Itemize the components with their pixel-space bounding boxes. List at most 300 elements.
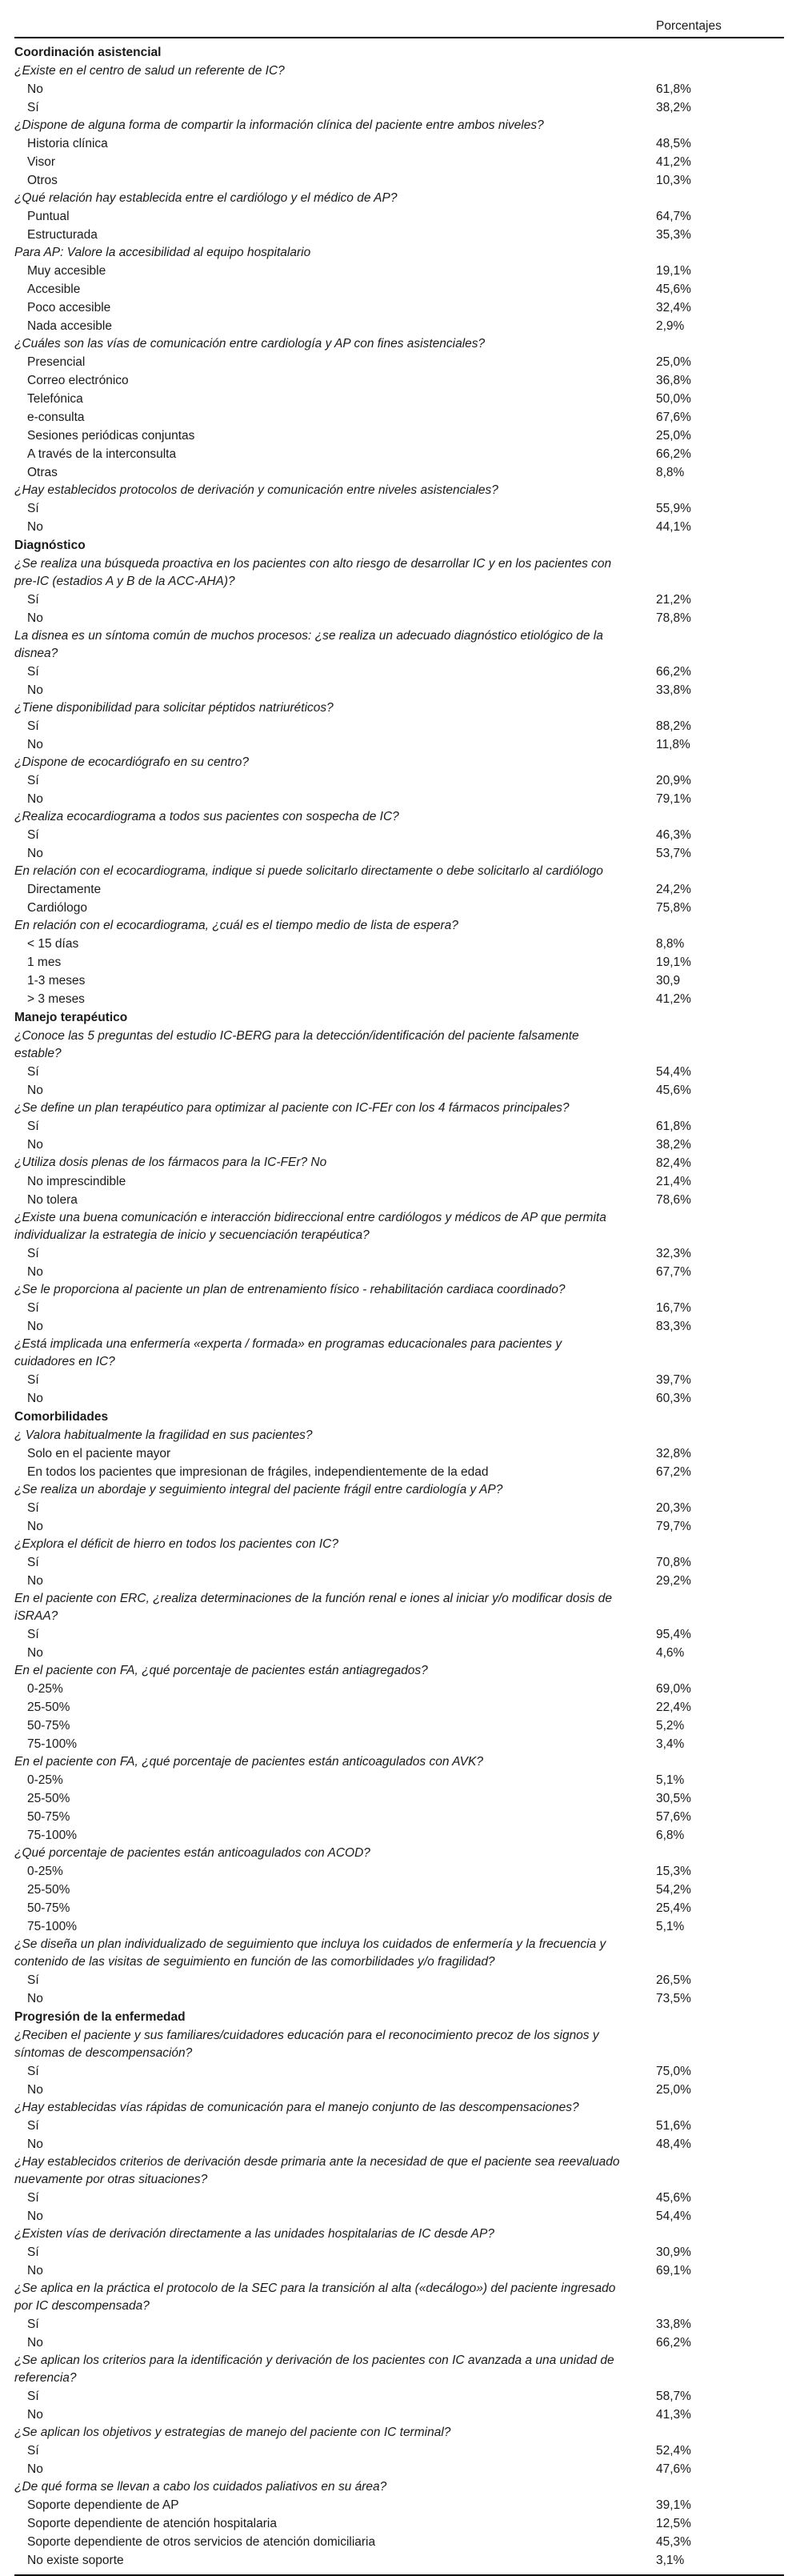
question-text: ¿Utiliza dosis plenas de los fármacos para la IC-FEr? No — [14, 1156, 327, 1169]
question-row — [14, 627, 784, 663]
option-row — [14, 518, 784, 536]
option-row — [14, 771, 784, 790]
question-text: ¿Hay establecidos protocolos de derivación y comunicación entre niveles asistenciales? — [14, 483, 498, 497]
option-row — [14, 2117, 784, 2135]
option-label: No — [27, 1574, 43, 1588]
percentage-value: 32,4% — [656, 301, 691, 314]
percentage-value: 60,3% — [656, 1392, 691, 1405]
option-row — [14, 1444, 784, 1463]
percentage-value: 35,3% — [656, 228, 691, 242]
percentage-value: 67,6% — [656, 411, 691, 424]
option-label: Sí — [27, 2390, 39, 2403]
option-label: No — [27, 2408, 43, 2422]
question-row — [14, 2478, 784, 2496]
option-row — [14, 1625, 784, 1644]
percentage-value: 54,4% — [656, 1065, 691, 1079]
question-row — [14, 555, 784, 591]
percentage-value: 51,6% — [656, 2119, 691, 2133]
option-row — [14, 790, 784, 808]
option-label: No — [27, 82, 43, 96]
question-text: ¿Se realiza una búsqueda proactiva en los pacientes con alto riesgo de desarrollar IC y en los pacientes con pre-IC (estadios A y B de la ACC-AHA)? — [14, 557, 612, 588]
option-row — [14, 2243, 784, 2262]
option-label: Solo en el paciente mayor — [27, 1447, 171, 1460]
percentage-value: 41,2% — [656, 155, 691, 169]
option-row — [14, 371, 784, 390]
option-label: No existe soporte — [27, 2554, 124, 2567]
section-title: Diagnóstico — [14, 539, 86, 552]
question-row — [14, 190, 784, 207]
option-label: Sí — [27, 593, 39, 607]
percentage-value: 2,9% — [656, 319, 685, 333]
question-row — [14, 1536, 784, 1553]
option-row — [14, 2189, 784, 2207]
question-row — [14, 1481, 784, 1499]
question-row — [14, 1590, 784, 1625]
section-heading — [14, 2008, 784, 2027]
option-row — [14, 262, 784, 280]
section-title: Progresión de la enfermedad — [14, 2010, 186, 2024]
option-label: Sí — [27, 2318, 39, 2331]
option-label: Nada accesible — [27, 319, 112, 333]
question-row — [14, 2027, 784, 2062]
percentage-value: 66,2% — [656, 2336, 691, 2350]
question-row — [14, 1662, 784, 1680]
option-label: Presencial — [27, 355, 86, 369]
percentage-value: 78,8% — [656, 611, 691, 625]
option-row — [14, 2460, 784, 2478]
option-row — [14, 880, 784, 899]
section-heading — [14, 1408, 784, 1427]
percentage-value: 54,2% — [656, 1883, 691, 1897]
question-text: ¿Hay establecidas vías rápidas de comunicación para el manejo conjunto de las descompensaciones? — [14, 2101, 579, 2114]
option-row — [14, 1771, 784, 1789]
percentage-value: 21,4% — [656, 1175, 691, 1188]
question-row — [14, 2099, 784, 2117]
percentage-value: 69,0% — [656, 1682, 691, 1696]
question-row — [14, 1281, 784, 1299]
option-row — [14, 681, 784, 699]
option-label: No — [27, 1084, 43, 1097]
percentage-value: 79,7% — [656, 1520, 691, 1533]
table-body — [14, 43, 784, 2570]
option-row — [14, 390, 784, 408]
question-text: ¿Qué porcentaje de pacientes están anticoagulados con ACOD? — [14, 1846, 370, 1860]
percentage-value: 53,7% — [656, 847, 691, 860]
percentage-value: 70,8% — [656, 1556, 691, 1569]
option-row — [14, 935, 784, 953]
question-text: ¿Realiza ecocardiograma a todos sus pacientes con sospecha de IC? — [14, 810, 399, 823]
option-label: No — [27, 1320, 43, 1333]
percentage-value: 95,4% — [656, 1628, 691, 1641]
option-row — [14, 591, 784, 609]
percentage-value: 32,3% — [656, 1247, 691, 1260]
option-row — [14, 1644, 784, 1662]
option-row — [14, 153, 784, 171]
percentage-value: 3,4% — [656, 1737, 685, 1751]
question-text: ¿Se define un plan terapéutico para optimizar al paciente con IC-FEr con los 4 fármacos principales? — [14, 1101, 570, 1115]
option-row — [14, 1136, 784, 1154]
option-label: A través de la interconsulta — [27, 447, 177, 461]
percentage-value: 5,1% — [656, 1773, 685, 1787]
option-row — [14, 98, 784, 117]
question-row — [14, 1336, 784, 1371]
option-row — [14, 1463, 784, 1481]
option-row — [14, 2262, 784, 2280]
header-porcentajes: Porcentajes — [656, 19, 722, 33]
percentage-value: 75,0% — [656, 2065, 691, 2078]
question-row — [14, 1100, 784, 1117]
percentage-value: 46,3% — [656, 828, 691, 842]
question-row — [14, 863, 784, 880]
question-text: ¿Se aplican los criterios para la identificación y derivación de los pacientes con IC avanzada a una unidad de referencia? — [14, 2354, 614, 2385]
question-text: ¿Dispone de ecocardiógrafo en su centro? — [14, 755, 249, 769]
percentage-value: 12,5% — [656, 2517, 691, 2530]
option-row — [14, 2406, 784, 2424]
option-label: Cardiólogo — [27, 901, 87, 915]
percentage-value: 52,4% — [656, 2444, 691, 2458]
option-row — [14, 2135, 784, 2153]
percentage-value: 38,2% — [656, 101, 691, 114]
percentage-value: 61,8% — [656, 82, 691, 96]
option-label: Sí — [27, 665, 39, 679]
question-row — [14, 1154, 784, 1172]
question-text: ¿Explora el déficit de hierro en todos los pacientes con IC? — [14, 1537, 338, 1551]
option-label: 0-25% — [27, 1773, 63, 1787]
question-text: ¿Existe en el centro de salud un referente de IC? — [14, 64, 285, 78]
option-row — [14, 80, 784, 98]
option-row — [14, 317, 784, 335]
percentage-value: 36,8% — [656, 374, 691, 387]
percentage-value: 20,3% — [656, 1501, 691, 1515]
percentage-value: 48,5% — [656, 137, 691, 150]
question-text: ¿Conoce las 5 preguntas del estudio IC-BERG para la detección/identificación del paciente falsamente estable? — [14, 1029, 579, 1060]
option-row — [14, 1989, 784, 2008]
option-label: Sí — [27, 1065, 39, 1079]
option-row — [14, 171, 784, 190]
option-row — [14, 1191, 784, 1209]
option-row — [14, 226, 784, 244]
percentage-value: 10,3% — [656, 174, 691, 187]
option-label: No — [27, 611, 43, 625]
option-row — [14, 1063, 784, 1081]
percentage-value: 45,3% — [656, 2535, 691, 2549]
percentage-value: 73,5% — [656, 1992, 691, 2005]
option-label: No — [27, 2462, 43, 2476]
percentage-value: 30,9 — [656, 974, 681, 988]
question-row — [14, 2352, 784, 2387]
percentage-value: 25,4% — [656, 1901, 691, 1915]
percentage-value: 15,3% — [656, 1865, 691, 1878]
option-label: 0-25% — [27, 1682, 63, 1696]
question-row — [14, 808, 784, 826]
percentage-value: 67,2% — [656, 1465, 691, 1479]
option-row — [14, 1172, 784, 1191]
percentage-value: 54,4% — [656, 2209, 691, 2223]
option-label: No — [27, 1646, 43, 1660]
percentage-value: 41,3% — [656, 2408, 691, 2422]
percentage-value: 30,5% — [656, 1792, 691, 1805]
option-label: Sí — [27, 2191, 39, 2205]
option-row — [14, 717, 784, 735]
option-label: No — [27, 1992, 43, 2005]
option-row — [14, 663, 784, 681]
option-label: 1 mes — [27, 955, 62, 969]
option-label: Estructurada — [27, 228, 98, 242]
option-label: Directamente — [27, 883, 102, 896]
option-label: 25-50% — [27, 1792, 70, 1805]
option-row — [14, 1717, 784, 1735]
percentage-value: 82,4% — [656, 1156, 691, 1170]
option-row — [14, 1371, 784, 1389]
option-row — [14, 735, 784, 754]
percentage-value: 24,2% — [656, 883, 691, 896]
option-row — [14, 972, 784, 990]
option-label: e-consulta — [27, 411, 85, 424]
question-row — [14, 2153, 784, 2189]
option-row — [14, 2514, 784, 2533]
percentage-value: 5,2% — [656, 1719, 685, 1733]
question-row — [14, 244, 784, 262]
percentage-value: 55,9% — [656, 502, 691, 515]
percentage-value: 3,1% — [656, 2554, 685, 2567]
table-header — [14, 13, 784, 38]
section-title: Manejo terapéutico — [14, 1011, 128, 1024]
percentage-value: 30,9% — [656, 2245, 691, 2259]
option-row — [14, 499, 784, 518]
option-row — [14, 2062, 784, 2081]
percentage-value: 8,8% — [656, 466, 685, 479]
option-row — [14, 134, 784, 153]
percentage-value: 45,6% — [656, 282, 691, 296]
percentage-value: 75,8% — [656, 901, 691, 915]
question-text: Para AP: Valore la accesibilidad al equipo hospitalario — [14, 246, 311, 259]
question-row — [14, 1936, 784, 1971]
option-label: Sí — [27, 1120, 39, 1133]
percentage-value: 45,6% — [656, 1084, 691, 1097]
option-label: Otras — [27, 466, 58, 479]
question-text: ¿Se le proporciona al paciente un plan de entrenamiento físico - rehabilitación cardiaca coordinado? — [14, 1283, 566, 1296]
option-label: No — [27, 2336, 43, 2350]
option-label: No — [27, 1138, 43, 1152]
question-text: En el paciente con FA, ¿qué porcentaje de pacientes están anticoagulados con AVK? — [14, 1755, 483, 1769]
option-row — [14, 2387, 784, 2406]
option-label: 25-50% — [27, 1883, 70, 1897]
option-row — [14, 408, 784, 427]
option-row — [14, 1572, 784, 1590]
percentage-value: 25,0% — [656, 2083, 691, 2097]
percentage-value: 16,7% — [656, 1301, 691, 1315]
option-row — [14, 2533, 784, 2551]
option-label: No — [27, 2264, 43, 2278]
option-label: No — [27, 738, 43, 751]
percentage-value: 67,7% — [656, 1265, 691, 1279]
option-row — [14, 2496, 784, 2514]
question-row — [14, 482, 784, 499]
option-label: No — [27, 1392, 43, 1405]
question-row — [14, 1753, 784, 1771]
option-label: 75-100% — [27, 1737, 78, 1751]
option-label: Sesiones periódicas conjuntas — [27, 429, 195, 443]
option-row — [14, 2207, 784, 2225]
option-label: Sí — [27, 1628, 39, 1641]
percentage-value: 22,4% — [656, 1701, 691, 1714]
option-row — [14, 899, 784, 917]
option-row — [14, 353, 784, 371]
percentage-value: 4,6% — [656, 1646, 685, 1660]
option-row — [14, 1862, 784, 1881]
question-text: ¿Se aplican los objetivos y estrategias de manejo del paciente con IC terminal? — [14, 2426, 451, 2439]
option-row — [14, 1971, 784, 1989]
percentage-value: 64,7% — [656, 210, 691, 223]
option-label: 0-25% — [27, 1865, 63, 1878]
survey-table — [14, 13, 784, 2576]
question-text: ¿Qué relación hay establecida entre el cardiólogo y el médico de AP? — [14, 191, 398, 205]
option-label: No — [27, 1520, 43, 1533]
percentage-value: 69,1% — [656, 2264, 691, 2278]
option-label: No imprescindible — [27, 1175, 126, 1188]
percentage-value: 33,8% — [656, 2318, 691, 2331]
option-label: Soporte dependiente de otros servicios de atención domiciliaria — [27, 2535, 376, 2549]
question-row — [14, 117, 784, 134]
question-text: En relación con el ecocardiograma, ¿cuál es el tiempo medio de lista de espera? — [14, 919, 458, 932]
option-label: Sí — [27, 828, 39, 842]
percentage-value: 39,7% — [656, 1373, 691, 1387]
option-row — [14, 1698, 784, 1717]
percentage-value: 44,1% — [656, 520, 691, 534]
section-title: Comorbilidades — [14, 1410, 109, 1424]
option-label: No — [27, 792, 43, 806]
option-label: 75-100% — [27, 1920, 78, 1933]
question-text: La disnea es un síntoma común de muchos procesos: ¿se realiza un adecuado diagnóstico etiológico de la disnea? — [14, 629, 603, 660]
option-label: > 3 meses — [27, 992, 85, 1006]
option-label: 75-100% — [27, 1829, 78, 1842]
question-text: ¿Existen vías de derivación directamente a las unidades hospitalarias de IC desde AP? — [14, 2227, 494, 2241]
question-row — [14, 699, 784, 717]
percentage-value: 83,3% — [656, 1320, 691, 1333]
section-heading — [14, 43, 784, 62]
percentage-value: 61,8% — [656, 1120, 691, 1133]
option-row — [14, 463, 784, 482]
question-text: ¿Cuáles son las vías de comunicación entre cardiología y AP con fines asistenciales? — [14, 337, 486, 351]
option-label: Sí — [27, 1247, 39, 1260]
percentage-value: 79,1% — [656, 792, 691, 806]
option-label: Visor — [27, 155, 56, 169]
question-row — [14, 917, 784, 935]
percentage-value: 21,2% — [656, 593, 691, 607]
percentage-value: 33,8% — [656, 683, 691, 697]
question-row — [14, 1209, 784, 1244]
question-text: ¿Tiene disponibilidad para solicitar péptidos natriuréticos? — [14, 701, 334, 715]
option-label: Accesible — [27, 282, 81, 296]
question-row — [14, 335, 784, 353]
percentage-value: 38,2% — [656, 1138, 691, 1152]
percentage-value: 66,2% — [656, 447, 691, 461]
question-text: ¿Se realiza un abordaje y seguimiento integral del paciente frágil entre cardiología y AP? — [14, 1483, 503, 1496]
percentage-value: 29,2% — [656, 1574, 691, 1588]
option-row — [14, 953, 784, 972]
option-label: Sí — [27, 2119, 39, 2133]
option-label: Sí — [27, 1301, 39, 1315]
question-text: En el paciente con FA, ¿qué porcentaje de pacientes están antiagregados? — [14, 1664, 428, 1677]
option-row — [14, 1899, 784, 1917]
option-row — [14, 990, 784, 1008]
question-row — [14, 2280, 784, 2315]
option-row — [14, 1808, 784, 1826]
option-label: No — [27, 847, 43, 860]
question-text: En relación con el ecocardiograma, indique si puede solicitarlo directamente o debe solicitarlo al cardiólogo — [14, 864, 603, 878]
option-label: Sí — [27, 719, 39, 733]
percentage-value: 19,1% — [656, 264, 691, 278]
option-label: Puntual — [27, 210, 70, 223]
option-row — [14, 1881, 784, 1899]
option-label: No — [27, 2137, 43, 2151]
percentage-value: 6,8% — [656, 1829, 685, 1842]
option-row — [14, 298, 784, 317]
option-row — [14, 1553, 784, 1572]
percentage-value: 57,6% — [656, 1810, 691, 1824]
percentage-value: 78,6% — [656, 1193, 691, 1207]
option-row — [14, 1735, 784, 1753]
percentage-value: 20,9% — [656, 774, 691, 787]
option-row — [14, 1299, 784, 1317]
option-label: 50-75% — [27, 1719, 70, 1733]
option-label: 25-50% — [27, 1701, 70, 1714]
percentage-value: 19,1% — [656, 955, 691, 969]
question-text: ¿Existe una buena comunicación e interacción bidireccional entre cardiólogos y médicos de AP que permita individualizar la estrategia de inicio y secuenciación terapéutica? — [14, 1211, 606, 1242]
option-label: Sí — [27, 2065, 39, 2078]
question-row — [14, 1028, 784, 1063]
option-row — [14, 280, 784, 298]
question-row — [14, 62, 784, 80]
option-label: 50-75% — [27, 1901, 70, 1915]
option-row — [14, 1117, 784, 1136]
option-label: Sí — [27, 2245, 39, 2259]
question-row — [14, 2225, 784, 2243]
option-row — [14, 609, 784, 627]
percentage-value: 48,4% — [656, 2137, 691, 2151]
option-label: Sí — [27, 2444, 39, 2458]
section-heading — [14, 1008, 784, 1028]
option-label: No — [27, 683, 43, 697]
option-row — [14, 445, 784, 463]
option-label: Sí — [27, 1556, 39, 1569]
option-row — [14, 844, 784, 863]
question-text: ¿Reciben el paciente y sus familiares/cuidadores educación para el reconocimiento precoz de los signos y síntomas de descompensación? — [14, 2029, 599, 2060]
option-label: 50-75% — [27, 1810, 70, 1824]
option-label: No tolera — [27, 1193, 78, 1207]
option-row — [14, 826, 784, 844]
option-label: Correo electrónico — [27, 374, 129, 387]
option-label: Historia clínica — [27, 137, 108, 150]
option-row — [14, 1517, 784, 1536]
option-label: Poco accesible — [27, 301, 111, 314]
option-label: No — [27, 2083, 43, 2097]
option-row — [14, 1081, 784, 1100]
percentage-value: 66,2% — [656, 665, 691, 679]
option-label: < 15 días — [27, 937, 79, 951]
percentage-value: 39,1% — [656, 2498, 691, 2512]
option-label: Sí — [27, 1373, 39, 1387]
option-label: 1-3 meses — [27, 974, 86, 988]
percentage-value: 11,8% — [656, 738, 690, 751]
option-row — [14, 1917, 784, 1936]
option-row — [14, 1789, 784, 1808]
section-title: Coordinación asistencial — [14, 46, 162, 59]
option-label: En todos los pacientes que impresionan de frágiles, independientemente de la edad — [27, 1465, 489, 1479]
option-row — [14, 1389, 784, 1408]
percentage-value: 41,2% — [656, 992, 691, 1006]
question-text: ¿Se diseña un plan individualizado de seguimiento que incluya los cuidados de enfermería y la frecuencia y contenido de las visitas de seguimiento en función de las comorbilidades y/o fragilidad? — [14, 1937, 606, 1969]
